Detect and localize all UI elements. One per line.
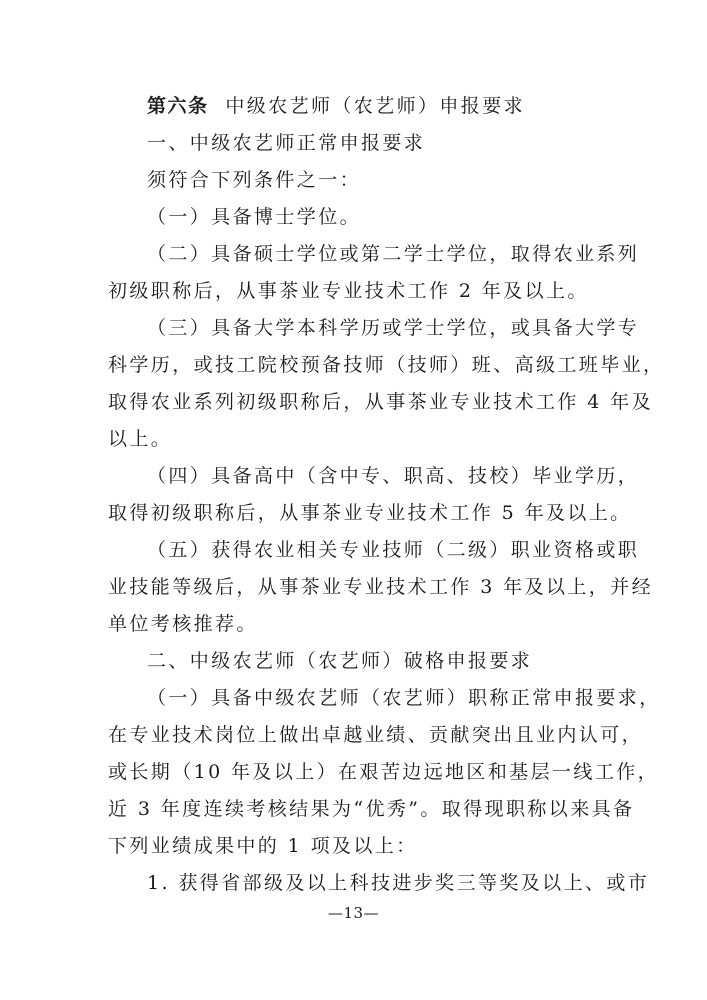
paragraph-intro: 须符合下列条件之一： [147, 169, 362, 191]
page-number: —13— [327, 904, 380, 922]
article-title [147, 94, 525, 118]
section-heading: 一、中级农艺师正常申报要求 [147, 132, 426, 154]
spacer [209, 95, 226, 117]
list-item-continuation: 业技能等级后，从事茶业专业技术工作 3 年及以上，并经 [108, 576, 653, 598]
list-item-continuation: 取得初级职称后，从事茶业专业技术工作 5 年及以上。 [108, 502, 632, 524]
list-item: （三）具备大学本科学历或学士学位，或具备大学专 [147, 317, 640, 339]
section-heading: 二、中级农艺师（农艺师）破格申报要求 [147, 650, 533, 672]
list-item: （四）具备高中（含中专、职高、技校）毕业学历， [147, 465, 640, 487]
list-item: （五）获得农业相关专业技师（二级）职业资格或职 [147, 539, 640, 561]
list-item: （一）具备中级农艺师（农艺师）职称正常申报要求， [147, 687, 661, 709]
list-item: （一）具备博士学位。 [147, 206, 362, 228]
list-item-continuation: 初级职称后，从事茶业专业技术工作 2 年及以上。 [108, 280, 589, 302]
list-item-continuation: 近 3 年度连续考核结果为“优秀”。取得现职称以来具备 [108, 798, 635, 820]
list-item-continuation: 单位考核推荐。 [108, 613, 258, 635]
list-item-continuation: 科学历，或技工院校预备技师（技师）班、高级工班毕业， [108, 354, 665, 376]
list-item-continuation: 下列业绩成果中的 1 项及以上： [108, 835, 418, 857]
list-item-continuation: 在专业技术岗位上做出卓越业绩、贡献突出且业内认可， [108, 724, 644, 746]
article-title-text: 中级农艺师（农艺师）申报要求 [225, 95, 526, 117]
list-item-continuation: 或长期（10 年及以上）在艰苦边远地区和基层一线工作， [108, 761, 660, 783]
list-item-continuation: 取得农业系列初级职称后，从事茶业专业技术工作 4 年及 [108, 391, 653, 413]
list-item: （二）具备硕士学位或第二学士学位，取得农业系列 [147, 243, 640, 265]
list-item-continuation: 以上。 [108, 428, 173, 450]
sub-item: 1. 获得省部级及以上科技进步奖三等奖及以上、或市 [147, 872, 650, 894]
article-number: 第六条 [147, 95, 209, 117]
